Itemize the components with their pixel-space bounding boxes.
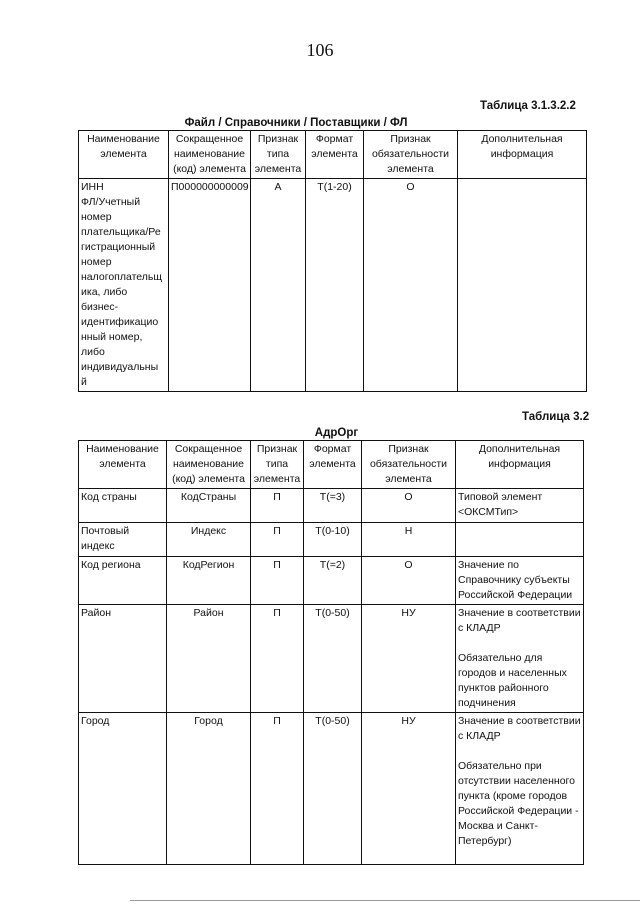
header-cell: Формат элемента (304, 441, 362, 489)
header-cell: Наименование элемента (79, 441, 167, 489)
header-cell: Признак обязательности элемента (364, 131, 458, 179)
element-name-cell: Почтовый индекс (79, 523, 167, 557)
element-info-cell (458, 179, 587, 392)
data-table (78, 130, 587, 392)
element-type-cell: П (251, 489, 304, 523)
element-format-cell: Т(0-10) (304, 523, 362, 557)
element-format-cell: Т(0-50) (304, 713, 362, 865)
element-name-cell: Код региона (79, 557, 167, 605)
element-type-cell: П (251, 523, 304, 557)
element-name-cell: ИНН ФЛ/Учетный номер плательщика/Ре гистрационный номер налогоплательщ ика, либо бизнес- идентификацио нный номер, либо индивидуальны й (79, 179, 169, 392)
element-required-cell: О (364, 179, 458, 392)
element-required-cell: О (362, 489, 456, 523)
header-cell: Сокращенное наименование (код) элемента (169, 131, 251, 179)
table-row (79, 523, 584, 557)
element-type-cell: П (251, 713, 304, 865)
element-name-cell: Код страны (79, 489, 167, 523)
data-table (78, 440, 584, 865)
element-code-cell: Район (167, 605, 251, 713)
element-format-cell: Т(0-50) (304, 605, 362, 713)
element-info-cell: Типовой элемент <ОКСМТип> (456, 489, 584, 523)
element-required-cell: НУ (362, 713, 456, 865)
header-cell: Наименование элемента (79, 131, 169, 179)
element-name-cell: Район (79, 605, 167, 713)
table-row (79, 557, 584, 605)
element-info-cell: Значение по Справочнику субъекты Российской Федерации (456, 557, 584, 605)
header-cell: Дополнительная информация (458, 131, 587, 179)
header-row (79, 131, 587, 179)
page-edge-line (130, 900, 640, 901)
element-code-cell: КодСтраны (167, 489, 251, 523)
header-cell: Признак типа элемента (251, 441, 304, 489)
table-row (79, 179, 587, 392)
header-cell: Дополнительная информация (456, 441, 584, 489)
element-required-cell: Н (362, 523, 456, 557)
table-caption: Таблица 3.1.3.2.2 (480, 100, 576, 112)
element-type-cell: А (251, 179, 306, 392)
header-cell: Сокращенное наименование (код) элемента (167, 441, 251, 489)
header-cell: Формат элемента (306, 131, 364, 179)
element-format-cell: Т(=3) (304, 489, 362, 523)
table-title: АдрОрг (314, 427, 359, 439)
table-row (79, 713, 584, 865)
element-format-cell: Т(=2) (304, 557, 362, 605)
table-row (79, 605, 584, 713)
table-title: Файл / Справочники / Поставщики / ФЛ (184, 117, 408, 129)
element-info-cell (456, 523, 584, 557)
element-code-cell: Индекс (167, 523, 251, 557)
table-row (79, 489, 584, 523)
header-cell: Признак типа элемента (251, 131, 306, 179)
element-info-cell: Значение в соответствии с КЛАДР Обязательно для городов и населенных пунктов районного подчинения (456, 605, 584, 713)
page-number: 106 (306, 40, 334, 60)
element-type-cell: П (251, 557, 304, 605)
element-type-cell: П (251, 605, 304, 713)
header-cell: Признак обязательности элемента (362, 441, 456, 489)
element-required-cell: НУ (362, 605, 456, 713)
element-code-cell: Город (167, 713, 251, 865)
element-info-cell: Значение в соответствии с КЛАДР Обязательно при отсутствии населенного пункта (кроме городов Российской Федерации - Москва и Санкт-Петербург) (456, 713, 584, 865)
element-code-cell: П000000000009 (169, 179, 251, 392)
header-row (79, 441, 584, 489)
element-required-cell: О (362, 557, 456, 605)
element-format-cell: Т(1-20) (306, 179, 364, 392)
element-name-cell: Город (79, 713, 167, 865)
table-caption: Таблица 3.2 (522, 411, 590, 423)
element-code-cell: КодРегион (167, 557, 251, 605)
